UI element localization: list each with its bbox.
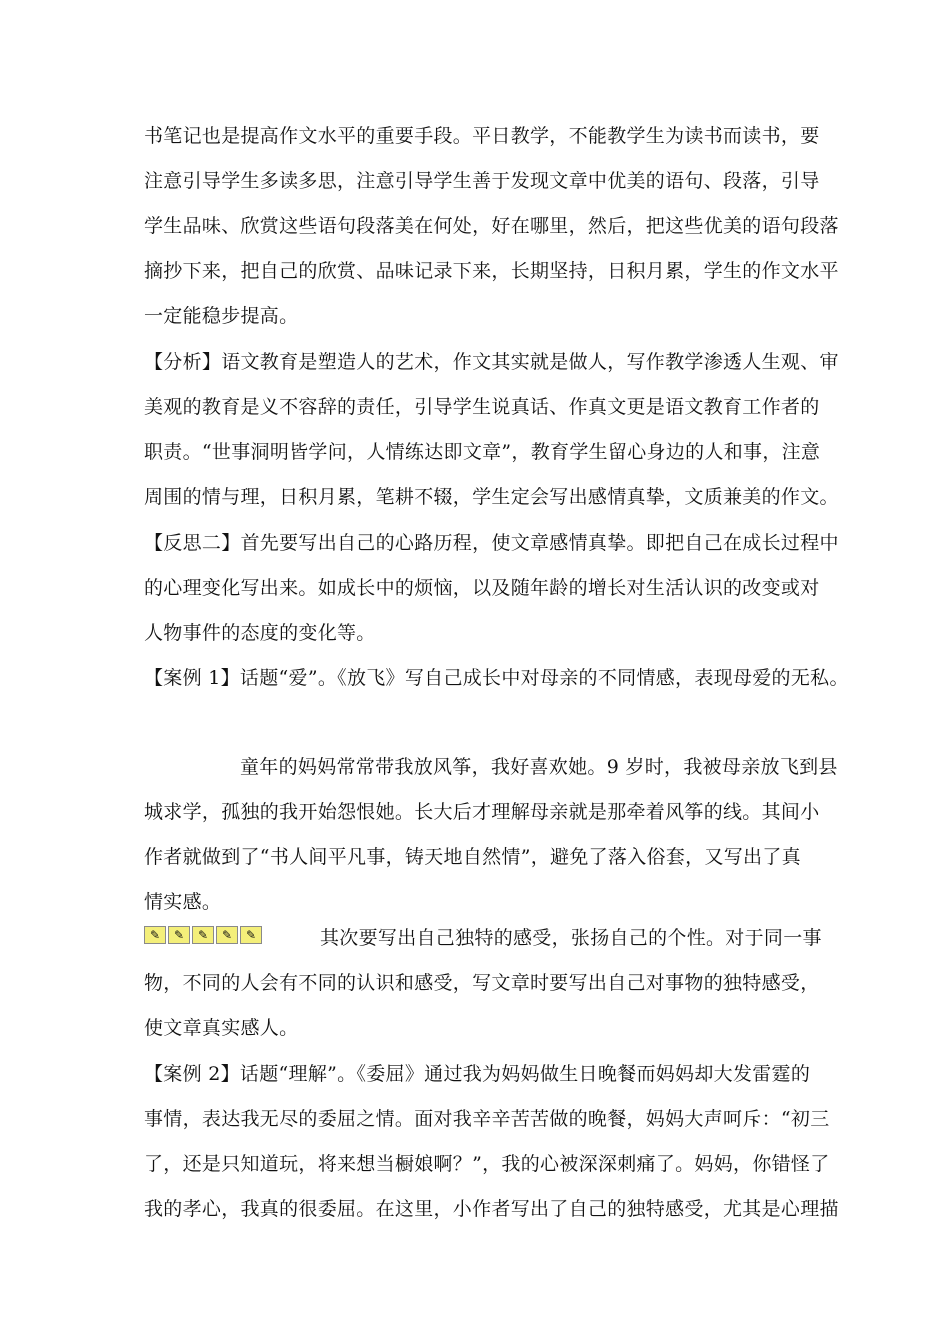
text-line: 摘抄下来，把自己的欣赏、品味记录下来，长期坚持，日积月累，学生的作文水平 [144, 260, 839, 282]
text-line: 注意引导学生多读多思，注意引导学生善于发现文章中优美的语句、段落，引导 [144, 170, 820, 192]
text-line: 作者就做到了“书人间平凡事，铸天地自然情”，避免了落入俗套，又写出了真 [144, 846, 801, 868]
pencil-icon-strip [144, 926, 262, 944]
text-line: 周围的情与理，日积月累，笔耕不辍，学生定会写出感情真挚，文质兼美的作文。 [144, 486, 839, 508]
text-line: 物，不同的人会有不同的认识和感受，写文章时要写出自己对事物的独特感受， [144, 972, 820, 994]
reflection-two-line: 【反思二】首先要写出自己的心路历程，使文章感情真挚。即把自己在成长过程中 [144, 532, 839, 554]
text-line: 书笔记也是提高作文水平的重要手段。平日教学，不能教学生为读书而读书，要 [144, 125, 820, 147]
text-line: 一定能稳步提高。 [144, 305, 299, 327]
text-line: 其次要写出自己独特的感受，张扬自己的个性。对于同一事 [320, 927, 822, 949]
pencil-icon: ✎ [240, 926, 262, 944]
text-line: 使文章真实感人。 [144, 1017, 299, 1039]
pencil-icon: ✎ [192, 926, 214, 944]
text-line: 人物事件的态度的变化等。 [144, 622, 376, 644]
pencil-icon: ✎ [144, 926, 166, 944]
text-line: 童年的妈妈常常带我放风筝，我好喜欢她。9 岁时，我被母亲放飞到县 [240, 756, 838, 778]
pencil-icon: ✎ [216, 926, 238, 944]
text-line: 的心理变化写出来。如成长中的烦恼，以及随年龄的增长对生活认识的改变或对 [144, 577, 820, 599]
text-line: 情实感。 [144, 891, 222, 913]
case-two-line: 【案例 2】话题“理解”。《委屈》通过我为妈妈做生日晚餐而妈妈却大发雷霆的 [144, 1063, 811, 1085]
text-line: 我的孝心，我真的很委屈。在这里，小作者写出了自己的独特感受，尤其是心理描 [144, 1198, 839, 1220]
analysis-line: 【分析】语文教育是塑造人的艺术，作文其实就是做人，写作教学渗透人生观、审 [144, 351, 839, 373]
case-one-line: 【案例 1】话题“爱”。《放飞》写自己成长中对母亲的不同情感，表现母爱的无私。 [144, 667, 849, 689]
text-line: 城求学，孤独的我开始怨恨她。长大后才理解母亲就是那牵着风筝的线。其间小 [144, 801, 820, 823]
text-line: 事情，表达我无尽的委屈之情。面对我辛辛苦苦做的晚餐，妈妈大声呵斥：“初三 [144, 1108, 830, 1130]
text-line: 了，还是只知道玩，将来想当橱娘啊？”，我的心被深深刺痛了。妈妈，你错怪了 [144, 1153, 830, 1175]
text-line: 学生品味、欣赏这些语句段落美在何处，好在哪里，然后，把这些优美的语句段落 [144, 215, 839, 237]
text-line: 美观的教育是义不容辞的责任，引导学生说真话、作真文更是语文教育工作者的 [144, 396, 820, 418]
text-line: 职责。“世事洞明皆学问，人情练达即文章”，教育学生留心身边的人和事，注意 [144, 441, 821, 463]
pencil-icon: ✎ [168, 926, 190, 944]
